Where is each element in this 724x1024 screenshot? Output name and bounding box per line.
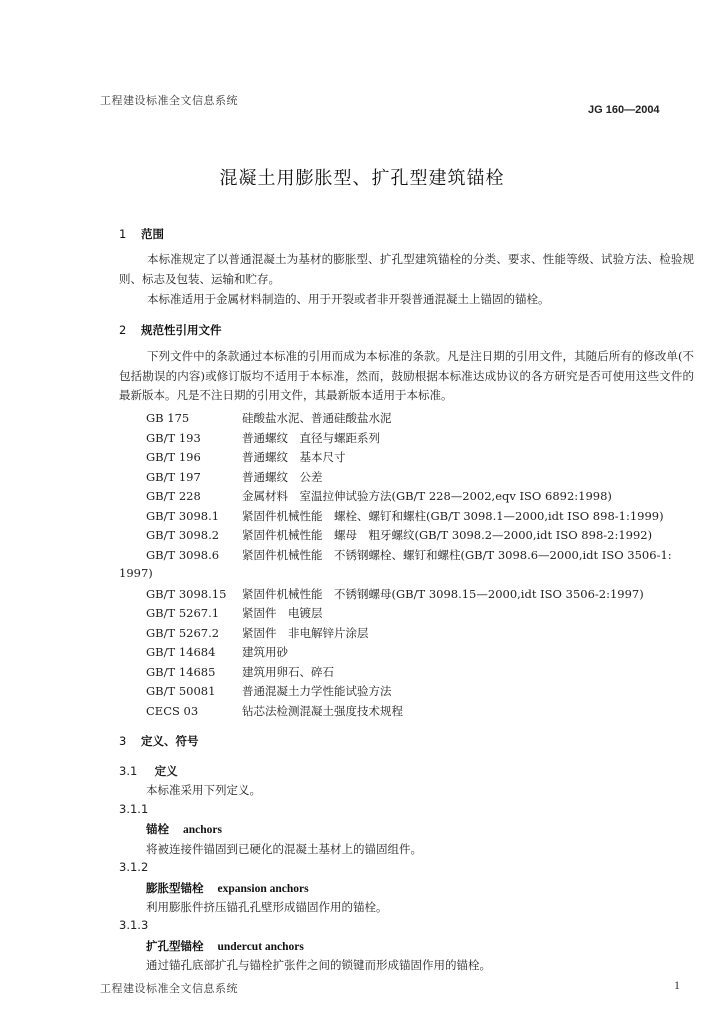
reference-title: 紧固件机械性能 不锈钢螺栓、螺钉和螺柱(GB/T 3098.6—2000,idt ISO 3506-1: — [242, 548, 672, 562]
reference-code: GB/T 193 — [146, 431, 201, 445]
section-heading-definitions — [119, 733, 199, 749]
reference-title: 紧固件 非电解锌片涂层 — [242, 626, 369, 640]
section-number: 2 — [119, 323, 127, 337]
reference-item — [146, 664, 334, 680]
reference-code: GB/T 228 — [146, 489, 201, 503]
normative-refs-paragraph: 下列文件中的条款通过本标准的引用而成为本标准的条款。凡是注日期的引用文件，其随后所有的修改单(不包括勘误的内容)或修订版均不适用于本标准，然而，鼓励根据本标准达成协议的各方研究是否可使用这些文件的最新版本。凡是不注日期的引用文件，其最新版本适用于本标准。 — [119, 349, 694, 402]
reference-title: 普通螺纹 直径与螺距系列 — [242, 431, 380, 445]
term-english: expansion anchors — [217, 883, 309, 895]
term-number: 3.1.1 — [119, 802, 149, 816]
section-title: 定义、符号 — [141, 734, 199, 748]
reference-continuation: 1997) — [119, 566, 153, 580]
term-number: 3.1.3 — [119, 918, 149, 932]
reference-item — [146, 488, 612, 504]
header-system-name: 工程建设标准全文信息系统 — [100, 94, 238, 107]
reference-item — [146, 410, 392, 426]
reference-title: 紧固件机械性能 不锈钢螺母(GB/T 3098.15—2000,idt ISO 3506-2:1997) — [242, 587, 644, 601]
reference-title: 普通螺纹 基本尺寸 — [242, 450, 346, 464]
reference-item — [146, 527, 652, 543]
section-heading-normative-refs — [119, 322, 222, 338]
term-english: anchors — [183, 824, 222, 836]
reference-code: GB/T 3098.1 — [146, 509, 220, 523]
reference-item — [146, 449, 346, 465]
reference-item — [146, 644, 288, 660]
reference-code: GB/T 14684 — [146, 645, 216, 659]
term-heading — [146, 821, 222, 837]
reference-item — [146, 508, 664, 524]
reference-title: 建筑用砂 — [242, 645, 288, 659]
reference-item — [146, 683, 392, 699]
reference-item — [146, 605, 323, 621]
reference-title: 钻芯法检测混凝土强度技术规程 — [242, 704, 403, 718]
section-number: 3 — [119, 734, 127, 748]
term-chinese: 锚栓 — [146, 822, 169, 836]
reference-code: GB/T 50081 — [146, 684, 216, 698]
term-definition: 利用膨胀件挤压锚孔孔壁形成锚固作用的锚栓。 — [146, 900, 388, 914]
reference-code: CECS 03 — [146, 704, 199, 718]
reference-code: GB/T 3098.6 — [146, 548, 220, 562]
subsection-title: 定义 — [154, 764, 178, 778]
reference-code: GB/T 197 — [146, 470, 201, 484]
reference-code: GB/T 14685 — [146, 665, 216, 679]
reference-title: 建筑用卵石、碎石 — [242, 665, 334, 679]
reference-item — [146, 703, 403, 719]
document-title: 混凝土用膨胀型、扩孔型建筑锚栓 — [219, 168, 505, 189]
standard-number: JG 160—2004 — [588, 104, 660, 116]
reference-item — [146, 625, 369, 641]
reference-item — [146, 586, 644, 602]
term-english: undercut anchors — [217, 941, 304, 953]
scope-paragraph-2: 本标准适用于金属材料制造的、用于开裂或者非开裂普通混凝土上锚固的锚栓。 — [147, 292, 550, 306]
term-heading — [146, 880, 309, 896]
term-definition: 将被连接件锚固到已硬化的混凝土基材上的锚固组件。 — [146, 842, 422, 856]
reference-title: 紧固件机械性能 螺栓、螺钉和螺柱(GB/T 3098.1—2000,idt ISO 898-1:1999) — [242, 509, 664, 523]
subsection-heading-definitions — [119, 763, 178, 779]
footer-system-name: 工程建设标准全文信息系统 — [100, 982, 238, 995]
reference-code: GB/T 5267.1 — [146, 606, 220, 620]
section-number: 1 — [119, 227, 127, 241]
section-title: 规范性引用文件 — [141, 323, 222, 337]
term-chinese: 扩孔型锚栓 — [146, 939, 204, 953]
reference-code: GB/T 196 — [146, 450, 201, 464]
reference-item — [146, 469, 323, 485]
reference-title: 紧固件机械性能 螺母 粗牙螺纹(GB/T 3098.2—2000,idt ISO 898-2:1992) — [242, 528, 653, 542]
reference-code: GB/T 3098.2 — [146, 528, 220, 542]
reference-item — [146, 547, 672, 563]
reference-title: 紧固件 电镀层 — [242, 606, 323, 620]
scope-paragraph-1: 本标准规定了以普通混凝土为基材的膨胀型、扩孔型建筑锚栓的分类、要求、性能等级、试验方法、检验规则、标志及包装、运输和贮存。 — [119, 252, 694, 286]
reference-code: GB/T 5267.2 — [146, 626, 220, 640]
section-heading-scope — [119, 226, 164, 242]
term-definition: 通过锚孔底部扩孔与锚栓扩张件之间的锁键而形成锚固作用的锚栓。 — [146, 958, 491, 972]
reference-title: 普通螺纹 公差 — [242, 470, 323, 484]
reference-code: GB 175 — [146, 411, 190, 425]
reference-title: 硅酸盐水泥、普通硅酸盐水泥 — [242, 411, 392, 425]
subsection-number: 3.1 — [119, 764, 138, 778]
definitions-intro: 本标准采用下列定义。 — [146, 783, 261, 797]
page-number: 1 — [674, 978, 680, 992]
term-number: 3.1.2 — [119, 860, 149, 874]
term-chinese: 膨胀型锚栓 — [146, 881, 204, 895]
term-heading — [146, 938, 304, 954]
reference-code: GB/T 3098.15 — [146, 587, 227, 601]
section-title: 范围 — [141, 227, 165, 241]
reference-title: 金属材料 室温拉伸试验方法(GB/T 228—2002,eqv ISO 6892:1998) — [242, 489, 612, 503]
reference-title: 普通混凝土力学性能试验方法 — [242, 684, 392, 698]
reference-item — [146, 430, 380, 446]
